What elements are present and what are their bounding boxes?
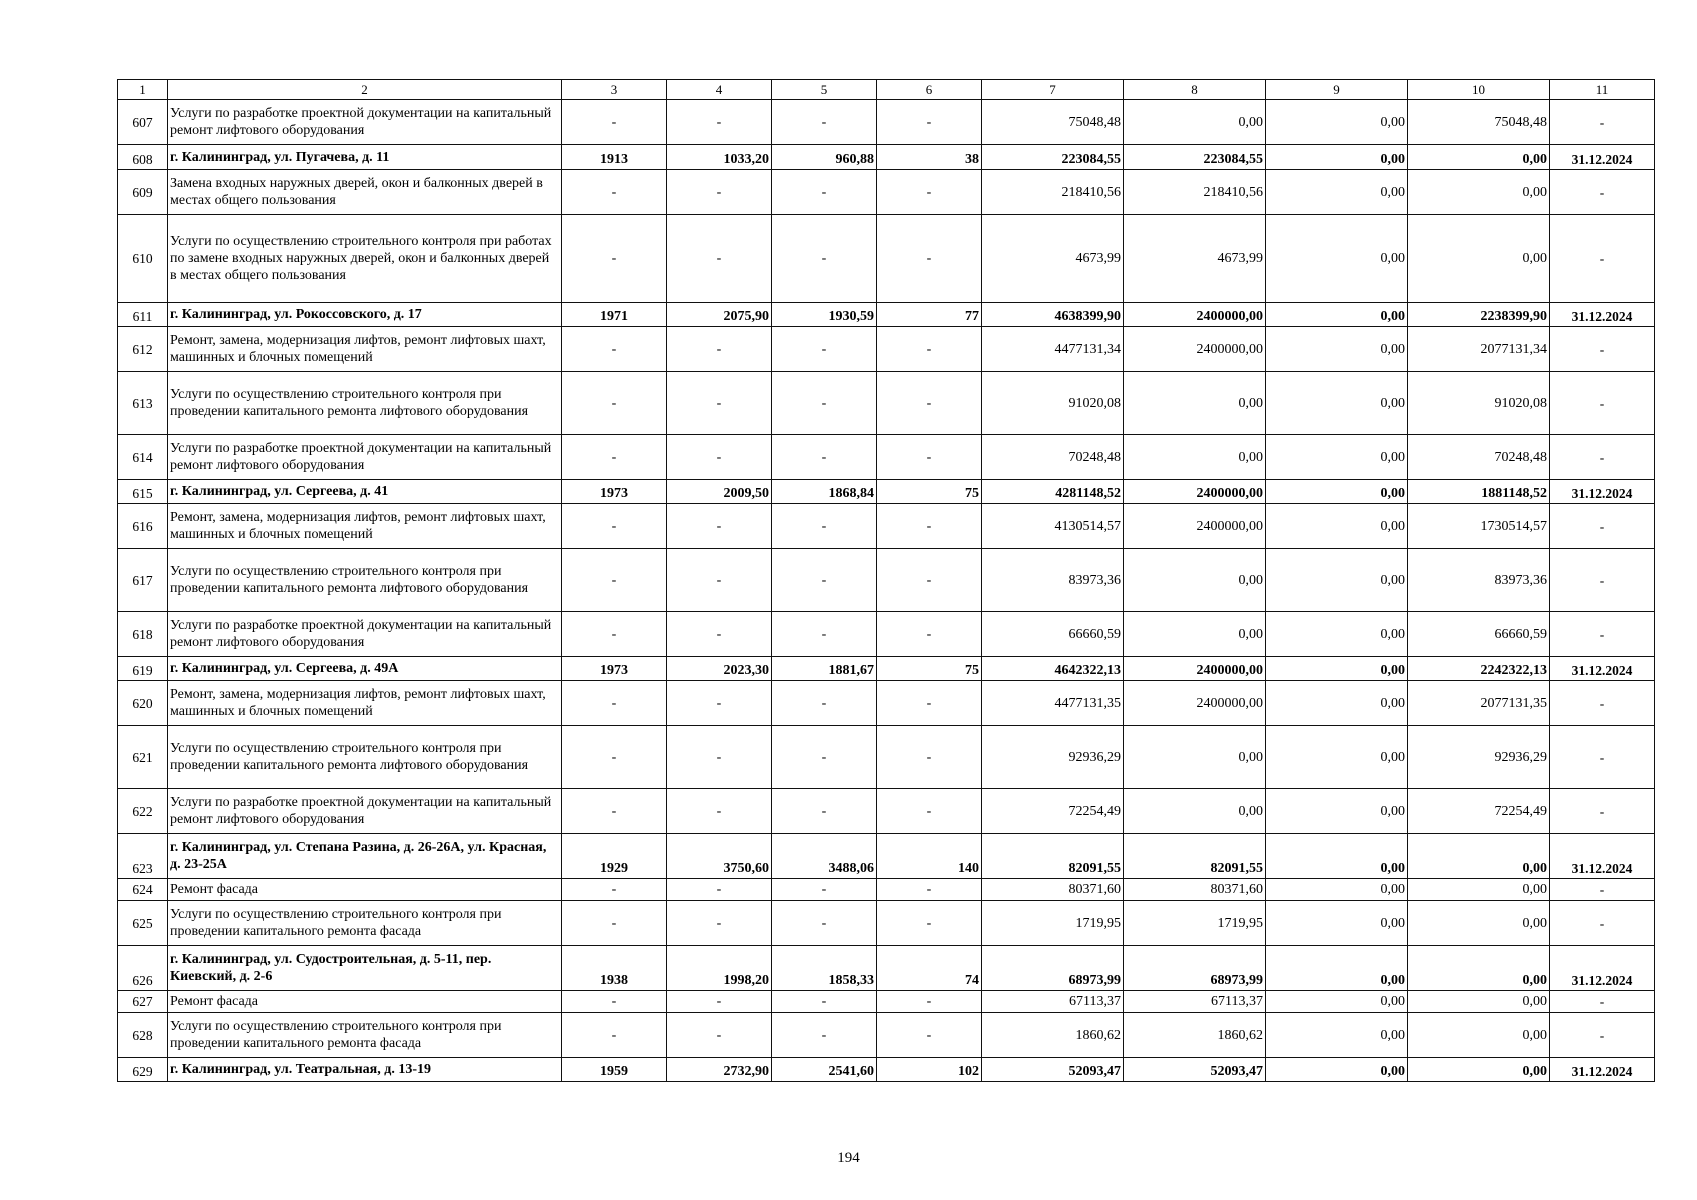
cell-col-8: 2400000,00 bbox=[1124, 480, 1266, 504]
cell-col-11: - bbox=[1550, 901, 1655, 946]
cell-col-7: 218410,56 bbox=[982, 170, 1124, 215]
cell-col-10: 92936,29 bbox=[1408, 726, 1550, 789]
cell-col-9: 0,00 bbox=[1266, 145, 1408, 170]
column-header: 9 bbox=[1266, 80, 1408, 100]
cell-col-7: 82091,55 bbox=[982, 834, 1124, 879]
cell-col-6: - bbox=[877, 1013, 982, 1058]
work-item-row bbox=[118, 681, 1655, 726]
row-number: 618 bbox=[118, 612, 168, 657]
cell-col-4: - bbox=[667, 549, 772, 612]
cell-col-3: 1929 bbox=[562, 834, 667, 879]
cell-col-5: 1868,84 bbox=[772, 480, 877, 504]
cell-col-5: - bbox=[772, 372, 877, 435]
cell-col-7: 80371,60 bbox=[982, 879, 1124, 901]
work-item-row bbox=[118, 726, 1655, 789]
cell-col-11: 31.12.2024 bbox=[1550, 1058, 1655, 1082]
cell-col-11: - bbox=[1550, 789, 1655, 834]
row-number: 620 bbox=[118, 681, 168, 726]
cell-col-8: 52093,47 bbox=[1124, 1058, 1266, 1082]
row-number: 619 bbox=[118, 657, 168, 681]
column-header: 1 bbox=[118, 80, 168, 100]
row-description: Услуги по осуществлению строительного контроля при проведении капитального ремонта лифтового оборудования bbox=[168, 372, 562, 435]
row-description: г. Калининград, ул. Сергеева, д. 49А bbox=[168, 657, 562, 681]
row-description: Услуги по осуществлению строительного контроля при проведении капитального ремонта лифтового оборудования bbox=[168, 549, 562, 612]
cell-col-5: 1881,67 bbox=[772, 657, 877, 681]
cell-col-10: 0,00 bbox=[1408, 991, 1550, 1013]
cell-col-3: - bbox=[562, 215, 667, 303]
cell-col-10: 0,00 bbox=[1408, 946, 1550, 991]
row-description: Услуги по разработке проектной документации на капитальный ремонт лифтового оборудования bbox=[168, 612, 562, 657]
cell-col-6: - bbox=[877, 372, 982, 435]
cell-col-5: - bbox=[772, 170, 877, 215]
cell-col-5: - bbox=[772, 789, 877, 834]
cell-col-10: 0,00 bbox=[1408, 1013, 1550, 1058]
cell-col-7: 68973,99 bbox=[982, 946, 1124, 991]
cell-col-11: - bbox=[1550, 681, 1655, 726]
cell-col-7: 4477131,34 bbox=[982, 327, 1124, 372]
cell-col-10: 0,00 bbox=[1408, 215, 1550, 303]
cell-col-10: 0,00 bbox=[1408, 1058, 1550, 1082]
cell-col-10: 1881148,52 bbox=[1408, 480, 1550, 504]
cell-col-7: 75048,48 bbox=[982, 100, 1124, 145]
cell-col-7: 67113,37 bbox=[982, 991, 1124, 1013]
cell-col-3: - bbox=[562, 100, 667, 145]
cell-col-8: 0,00 bbox=[1124, 789, 1266, 834]
cell-col-5: - bbox=[772, 681, 877, 726]
cell-col-5: - bbox=[772, 901, 877, 946]
cell-col-9: 0,00 bbox=[1266, 100, 1408, 145]
row-description: Услуги по разработке проектной документации на капитальный ремонт лифтового оборудования bbox=[168, 100, 562, 145]
column-number-header-row bbox=[118, 80, 1655, 100]
cell-col-7: 83973,36 bbox=[982, 549, 1124, 612]
column-header: 11 bbox=[1550, 80, 1655, 100]
cell-col-10: 2077131,34 bbox=[1408, 327, 1550, 372]
cell-col-4: 2075,90 bbox=[667, 303, 772, 327]
work-item-row bbox=[118, 901, 1655, 946]
row-number: 613 bbox=[118, 372, 168, 435]
cell-col-11: - bbox=[1550, 549, 1655, 612]
cell-col-4: 3750,60 bbox=[667, 834, 772, 879]
cell-col-6: - bbox=[877, 215, 982, 303]
cell-col-11: - bbox=[1550, 435, 1655, 480]
cell-col-10: 72254,49 bbox=[1408, 789, 1550, 834]
cell-col-5: - bbox=[772, 504, 877, 549]
cell-col-9: 0,00 bbox=[1266, 612, 1408, 657]
cell-col-11: - bbox=[1550, 991, 1655, 1013]
address-row bbox=[118, 480, 1655, 504]
column-header: 6 bbox=[877, 80, 982, 100]
cell-col-6: - bbox=[877, 504, 982, 549]
row-number: 614 bbox=[118, 435, 168, 480]
cell-col-4: - bbox=[667, 789, 772, 834]
cell-col-8: 2400000,00 bbox=[1124, 681, 1266, 726]
row-description: Услуги по разработке проектной документации на капитальный ремонт лифтового оборудования bbox=[168, 789, 562, 834]
cell-col-5: 1930,59 bbox=[772, 303, 877, 327]
page-number: 194 bbox=[837, 1150, 860, 1166]
cell-col-11: 31.12.2024 bbox=[1550, 480, 1655, 504]
cell-col-11: - bbox=[1550, 215, 1655, 303]
cell-col-6: - bbox=[877, 991, 982, 1013]
row-number: 608 bbox=[118, 145, 168, 170]
cell-col-3: 1973 bbox=[562, 480, 667, 504]
cell-col-11: - bbox=[1550, 504, 1655, 549]
cell-col-5: - bbox=[772, 726, 877, 789]
work-item-row bbox=[118, 100, 1655, 145]
cell-col-8: 67113,37 bbox=[1124, 991, 1266, 1013]
work-item-row bbox=[118, 435, 1655, 480]
column-header: 3 bbox=[562, 80, 667, 100]
row-description: Ремонт, замена, модернизация лифтов, ремонт лифтовых шахт, машинных и блочных помещений bbox=[168, 504, 562, 549]
row-description: г. Калининград, ул. Степана Разина, д. 26-26А, ул. Красная, д. 23-25А bbox=[168, 834, 562, 879]
cell-col-6: 75 bbox=[877, 657, 982, 681]
cell-col-9: 0,00 bbox=[1266, 879, 1408, 901]
row-number: 623 bbox=[118, 834, 168, 879]
row-number: 607 bbox=[118, 100, 168, 145]
column-header: 7 bbox=[982, 80, 1124, 100]
cell-col-11: 31.12.2024 bbox=[1550, 303, 1655, 327]
row-number: 612 bbox=[118, 327, 168, 372]
cell-col-8: 2400000,00 bbox=[1124, 303, 1266, 327]
cell-col-3: - bbox=[562, 726, 667, 789]
cell-col-7: 1860,62 bbox=[982, 1013, 1124, 1058]
cell-col-8: 0,00 bbox=[1124, 435, 1266, 480]
cell-col-6: - bbox=[877, 789, 982, 834]
cell-col-4: 1998,20 bbox=[667, 946, 772, 991]
row-number: 611 bbox=[118, 303, 168, 327]
cell-col-3: - bbox=[562, 1013, 667, 1058]
cell-col-6: - bbox=[877, 549, 982, 612]
row-description: г. Калининград, ул. Судостроительная, д. 5-11, пер. Киевский, д. 2-6 bbox=[168, 946, 562, 991]
work-item-row bbox=[118, 504, 1655, 549]
cell-col-4: - bbox=[667, 100, 772, 145]
cell-col-11: - bbox=[1550, 879, 1655, 901]
cell-col-9: 0,00 bbox=[1266, 681, 1408, 726]
cell-col-8: 2400000,00 bbox=[1124, 504, 1266, 549]
work-item-row bbox=[118, 991, 1655, 1013]
cell-col-10: 83973,36 bbox=[1408, 549, 1550, 612]
cell-col-9: 0,00 bbox=[1266, 480, 1408, 504]
cell-col-4: - bbox=[667, 170, 772, 215]
cell-col-4: - bbox=[667, 901, 772, 946]
row-number: 610 bbox=[118, 215, 168, 303]
work-item-row bbox=[118, 612, 1655, 657]
cell-col-8: 223084,55 bbox=[1124, 145, 1266, 170]
cell-col-4: - bbox=[667, 612, 772, 657]
row-number: 622 bbox=[118, 789, 168, 834]
cell-col-4: - bbox=[667, 504, 772, 549]
row-description: г. Калининград, ул. Пугачева, д. 11 bbox=[168, 145, 562, 170]
cell-col-5: 960,88 bbox=[772, 145, 877, 170]
cell-col-10: 0,00 bbox=[1408, 170, 1550, 215]
row-description: Замена входных наружных дверей, окон и балконных дверей в местах общего пользования bbox=[168, 170, 562, 215]
cell-col-8: 0,00 bbox=[1124, 612, 1266, 657]
capital-repair-table bbox=[117, 79, 1655, 1082]
cell-col-5: - bbox=[772, 991, 877, 1013]
cell-col-8: 0,00 bbox=[1124, 372, 1266, 435]
cell-col-6: - bbox=[877, 681, 982, 726]
row-number: 625 bbox=[118, 901, 168, 946]
cell-col-6: - bbox=[877, 612, 982, 657]
row-description: г. Калининград, ул. Сергеева, д. 41 bbox=[168, 480, 562, 504]
cell-col-6: - bbox=[877, 170, 982, 215]
cell-col-7: 70248,48 bbox=[982, 435, 1124, 480]
cell-col-8: 218410,56 bbox=[1124, 170, 1266, 215]
cell-col-3: - bbox=[562, 789, 667, 834]
row-description: Ремонт, замена, модернизация лифтов, ремонт лифтовых шахт, машинных и блочных помещений bbox=[168, 681, 562, 726]
cell-col-9: 0,00 bbox=[1266, 726, 1408, 789]
row-number: 629 bbox=[118, 1058, 168, 1082]
cell-col-10: 0,00 bbox=[1408, 901, 1550, 946]
address-row bbox=[118, 946, 1655, 991]
row-description: Ремонт фасада bbox=[168, 879, 562, 901]
column-header: 10 bbox=[1408, 80, 1550, 100]
cell-col-9: 0,00 bbox=[1266, 327, 1408, 372]
work-item-row bbox=[118, 879, 1655, 901]
cell-col-7: 1719,95 bbox=[982, 901, 1124, 946]
row-description: Ремонт, замена, модернизация лифтов, ремонт лифтовых шахт, машинных и блочных помещений bbox=[168, 327, 562, 372]
cell-col-6: - bbox=[877, 901, 982, 946]
cell-col-9: 0,00 bbox=[1266, 991, 1408, 1013]
cell-col-11: - bbox=[1550, 327, 1655, 372]
cell-col-6: - bbox=[877, 100, 982, 145]
cell-col-8: 1719,95 bbox=[1124, 901, 1266, 946]
cell-col-3: 1973 bbox=[562, 657, 667, 681]
cell-col-5: 3488,06 bbox=[772, 834, 877, 879]
cell-col-11: - bbox=[1550, 726, 1655, 789]
cell-col-5: - bbox=[772, 435, 877, 480]
work-item-row bbox=[118, 789, 1655, 834]
cell-col-4: 2023,30 bbox=[667, 657, 772, 681]
cell-col-10: 70248,48 bbox=[1408, 435, 1550, 480]
cell-col-3: - bbox=[562, 435, 667, 480]
cell-col-6: - bbox=[877, 435, 982, 480]
cell-col-11: - bbox=[1550, 612, 1655, 657]
cell-col-10: 2077131,35 bbox=[1408, 681, 1550, 726]
cell-col-7: 91020,08 bbox=[982, 372, 1124, 435]
cell-col-5: 2541,60 bbox=[772, 1058, 877, 1082]
cell-col-3: - bbox=[562, 612, 667, 657]
cell-col-8: 0,00 bbox=[1124, 726, 1266, 789]
cell-col-3: - bbox=[562, 549, 667, 612]
cell-col-9: 0,00 bbox=[1266, 834, 1408, 879]
cell-col-10: 2242322,13 bbox=[1408, 657, 1550, 681]
cell-col-6: - bbox=[877, 879, 982, 901]
cell-col-6: 74 bbox=[877, 946, 982, 991]
cell-col-9: 0,00 bbox=[1266, 1013, 1408, 1058]
cell-col-10: 0,00 bbox=[1408, 879, 1550, 901]
row-number: 617 bbox=[118, 549, 168, 612]
row-description: г. Калининград, ул. Рокоссовского, д. 17 bbox=[168, 303, 562, 327]
cell-col-8: 2400000,00 bbox=[1124, 657, 1266, 681]
address-row bbox=[118, 303, 1655, 327]
cell-col-4: - bbox=[667, 879, 772, 901]
cell-col-9: 0,00 bbox=[1266, 170, 1408, 215]
row-number: 616 bbox=[118, 504, 168, 549]
cell-col-9: 0,00 bbox=[1266, 789, 1408, 834]
cell-col-11: - bbox=[1550, 170, 1655, 215]
row-description: г. Калининград, ул. Театральная, д. 13-19 bbox=[168, 1058, 562, 1082]
address-row bbox=[118, 145, 1655, 170]
cell-col-7: 4642322,13 bbox=[982, 657, 1124, 681]
cell-col-7: 52093,47 bbox=[982, 1058, 1124, 1082]
cell-col-6: 77 bbox=[877, 303, 982, 327]
cell-col-9: 0,00 bbox=[1266, 435, 1408, 480]
cell-col-3: 1971 bbox=[562, 303, 667, 327]
row-description: Услуги по осуществлению строительного контроля при работах по замене входных наружных дверей, окон и балконных дверей в местах общего пользования bbox=[168, 215, 562, 303]
cell-col-4: - bbox=[667, 435, 772, 480]
cell-col-4: - bbox=[667, 215, 772, 303]
cell-col-10: 91020,08 bbox=[1408, 372, 1550, 435]
cell-col-4: 2732,90 bbox=[667, 1058, 772, 1082]
row-description: Услуги по разработке проектной документации на капитальный ремонт лифтового оборудования bbox=[168, 435, 562, 480]
cell-col-9: 0,00 bbox=[1266, 1058, 1408, 1082]
cell-col-8: 1860,62 bbox=[1124, 1013, 1266, 1058]
work-item-row bbox=[118, 372, 1655, 435]
cell-col-11: 31.12.2024 bbox=[1550, 946, 1655, 991]
cell-col-7: 223084,55 bbox=[982, 145, 1124, 170]
cell-col-3: - bbox=[562, 372, 667, 435]
cell-col-3: - bbox=[562, 901, 667, 946]
cell-col-10: 2238399,90 bbox=[1408, 303, 1550, 327]
cell-col-6: 75 bbox=[877, 480, 982, 504]
cell-col-7: 4638399,90 bbox=[982, 303, 1124, 327]
row-number: 624 bbox=[118, 879, 168, 901]
cell-col-5: - bbox=[772, 612, 877, 657]
cell-col-11: - bbox=[1550, 100, 1655, 145]
cell-col-4: - bbox=[667, 327, 772, 372]
row-number: 628 bbox=[118, 1013, 168, 1058]
cell-col-9: 0,00 bbox=[1266, 303, 1408, 327]
work-item-row bbox=[118, 549, 1655, 612]
cell-col-10: 1730514,57 bbox=[1408, 504, 1550, 549]
cell-col-9: 0,00 bbox=[1266, 946, 1408, 991]
cell-col-8: 80371,60 bbox=[1124, 879, 1266, 901]
column-header: 2 bbox=[168, 80, 562, 100]
address-row bbox=[118, 834, 1655, 879]
cell-col-3: - bbox=[562, 170, 667, 215]
cell-col-10: 0,00 bbox=[1408, 834, 1550, 879]
cell-col-3: 1938 bbox=[562, 946, 667, 991]
cell-col-5: - bbox=[772, 549, 877, 612]
cell-col-9: 0,00 bbox=[1266, 549, 1408, 612]
column-header: 8 bbox=[1124, 80, 1266, 100]
cell-col-7: 92936,29 bbox=[982, 726, 1124, 789]
cell-col-4: - bbox=[667, 991, 772, 1013]
row-description: Ремонт фасада bbox=[168, 991, 562, 1013]
work-item-row bbox=[118, 327, 1655, 372]
cell-col-6: - bbox=[877, 726, 982, 789]
cell-col-4: - bbox=[667, 726, 772, 789]
cell-col-3: 1959 bbox=[562, 1058, 667, 1082]
cell-col-5: - bbox=[772, 879, 877, 901]
cell-col-7: 66660,59 bbox=[982, 612, 1124, 657]
cell-col-8: 2400000,00 bbox=[1124, 327, 1266, 372]
column-header: 5 bbox=[772, 80, 877, 100]
cell-col-5: - bbox=[772, 215, 877, 303]
cell-col-9: 0,00 bbox=[1266, 657, 1408, 681]
cell-col-11: 31.12.2024 bbox=[1550, 657, 1655, 681]
cell-col-8: 68973,99 bbox=[1124, 946, 1266, 991]
cell-col-5: - bbox=[772, 327, 877, 372]
cell-col-6: 102 bbox=[877, 1058, 982, 1082]
cell-col-9: 0,00 bbox=[1266, 901, 1408, 946]
row-number: 627 bbox=[118, 991, 168, 1013]
cell-col-3: - bbox=[562, 327, 667, 372]
cell-col-9: 0,00 bbox=[1266, 372, 1408, 435]
cell-col-5: - bbox=[772, 1013, 877, 1058]
row-number: 621 bbox=[118, 726, 168, 789]
row-number: 626 bbox=[118, 946, 168, 991]
cell-col-8: 0,00 bbox=[1124, 549, 1266, 612]
cell-col-9: 0,00 bbox=[1266, 504, 1408, 549]
cell-col-8: 4673,99 bbox=[1124, 215, 1266, 303]
address-row bbox=[118, 1058, 1655, 1082]
cell-col-10: 0,00 bbox=[1408, 145, 1550, 170]
cell-col-7: 4281148,52 bbox=[982, 480, 1124, 504]
cell-col-6: 140 bbox=[877, 834, 982, 879]
cell-col-10: 75048,48 bbox=[1408, 100, 1550, 145]
cell-col-6: - bbox=[877, 327, 982, 372]
cell-col-6: 38 bbox=[877, 145, 982, 170]
cell-col-3: - bbox=[562, 879, 667, 901]
address-row bbox=[118, 657, 1655, 681]
cell-col-7: 4673,99 bbox=[982, 215, 1124, 303]
cell-col-10: 66660,59 bbox=[1408, 612, 1550, 657]
row-number: 615 bbox=[118, 480, 168, 504]
cell-col-5: - bbox=[772, 100, 877, 145]
row-description: Услуги по осуществлению строительного контроля при проведении капитального ремонта лифтового оборудования bbox=[168, 726, 562, 789]
cell-col-3: - bbox=[562, 681, 667, 726]
cell-col-3: - bbox=[562, 504, 667, 549]
work-item-row bbox=[118, 215, 1655, 303]
cell-col-4: - bbox=[667, 1013, 772, 1058]
work-item-row bbox=[118, 170, 1655, 215]
row-description: Услуги по осуществлению строительного контроля при проведении капитального ремонта фасада bbox=[168, 1013, 562, 1058]
row-number: 609 bbox=[118, 170, 168, 215]
cell-col-11: 31.12.2024 bbox=[1550, 145, 1655, 170]
cell-col-7: 72254,49 bbox=[982, 789, 1124, 834]
cell-col-8: 0,00 bbox=[1124, 100, 1266, 145]
cell-col-11: - bbox=[1550, 1013, 1655, 1058]
work-item-row bbox=[118, 1013, 1655, 1058]
row-description: Услуги по осуществлению строительного контроля при проведении капитального ремонта фасада bbox=[168, 901, 562, 946]
cell-col-4: 2009,50 bbox=[667, 480, 772, 504]
cell-col-7: 4477131,35 bbox=[982, 681, 1124, 726]
cell-col-11: - bbox=[1550, 372, 1655, 435]
cell-col-11: 31.12.2024 bbox=[1550, 834, 1655, 879]
cell-col-5: 1858,33 bbox=[772, 946, 877, 991]
cell-col-7: 4130514,57 bbox=[982, 504, 1124, 549]
cell-col-9: 0,00 bbox=[1266, 215, 1408, 303]
column-header: 4 bbox=[667, 80, 772, 100]
cell-col-3: - bbox=[562, 991, 667, 1013]
cell-col-8: 82091,55 bbox=[1124, 834, 1266, 879]
cell-col-3: 1913 bbox=[562, 145, 667, 170]
cell-col-4: - bbox=[667, 681, 772, 726]
cell-col-4: 1033,20 bbox=[667, 145, 772, 170]
cell-col-4: - bbox=[667, 372, 772, 435]
